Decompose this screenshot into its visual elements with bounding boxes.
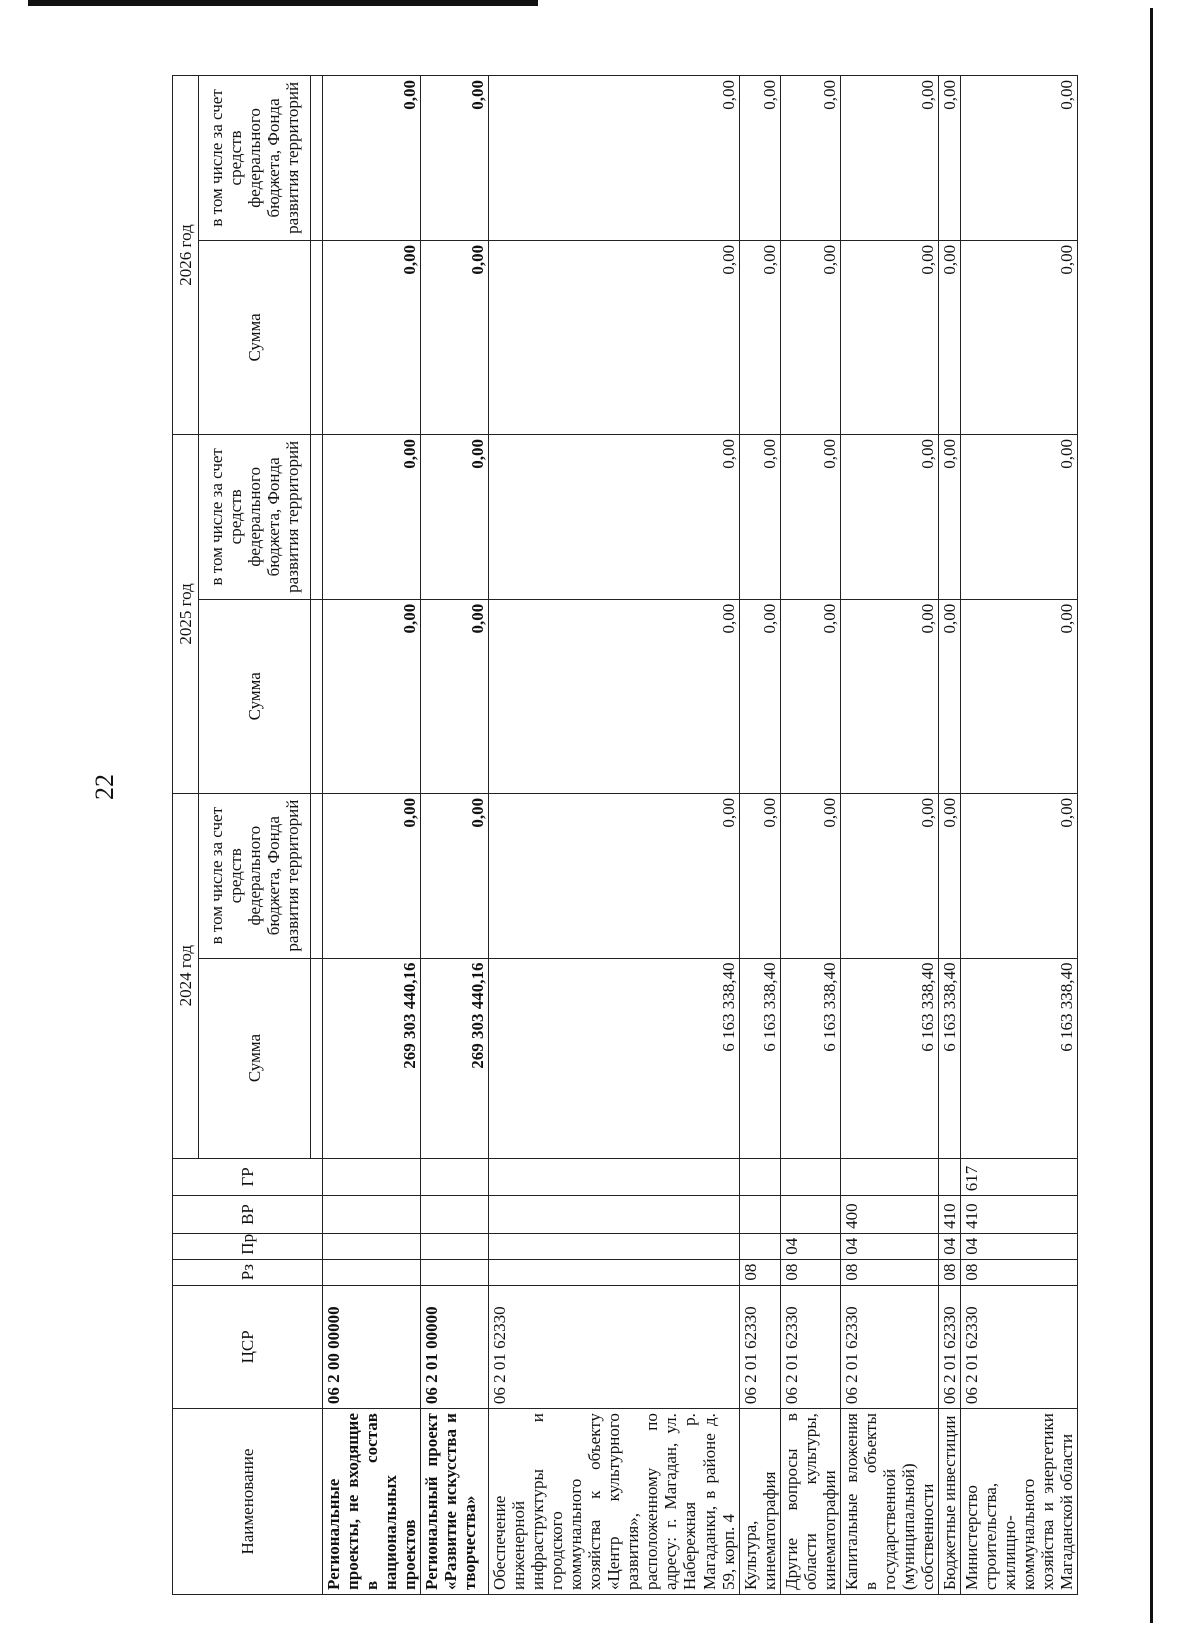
header-year-2024: 2024 год [173,793,199,1158]
row-sum-2026: 0,00 [421,240,489,434]
row-csr: 06 2 01 00000 [421,1285,489,1409]
row-name: Министерство строительства, жилищно-коммунального хозяйства и энергетики Магаданской области [960,1409,1077,1595]
row-gr [739,1158,780,1196]
header-federal-2025: в том числе за счет средств федерального бюджета, Фонда развития территорий [199,434,311,599]
row-csr: 06 2 01 62330 [960,1285,1077,1409]
header-pr: Пр [173,1233,323,1259]
row-sum-2025: 0,00 [323,599,421,793]
page-number: 22 [90,774,119,800]
row-csr: 06 2 00 00000 [323,1285,421,1409]
table-body [323,76,1078,1595]
row-csr: 06 2 01 62330 [938,1285,960,1409]
row-csr: 06 2 01 62330 [739,1285,780,1409]
row-sum-2024: 6 163 338,40 [489,958,739,1158]
row-pr [421,1233,489,1259]
row-federal-2025: 0,00 [421,434,489,599]
row-sum-2024: 269 303 440,16 [323,958,421,1158]
row-name: Другие вопросы в области культуры, кинематографии [780,1409,840,1595]
header-gr: ГР [173,1158,323,1196]
row-gr [780,1158,840,1196]
header-sum-2025: Сумма [199,599,311,793]
header-csr: ЦСР [173,1285,323,1409]
row-federal-2024: 0,00 [489,793,739,958]
row-name: Обеспечение инженерной инфраструктуры и городского коммунального хозяйства к объекту «Центр культурного развития», расположенному по адресу: г. Магадан, ул. Набережная р. Магаданки, в районе д. 59, корп. 4 [489,1409,739,1595]
row-federal-2024: 0,00 [780,793,840,958]
row-sum-2026: 0,00 [938,240,960,434]
row-sum-2024: 6 163 338,40 [780,958,840,1158]
row-federal-2024: 0,00 [840,793,938,958]
row-federal-2025: 0,00 [938,434,960,599]
row-rz: 08 [739,1259,780,1285]
header-federal-2026: в том числе за счет средств федерального бюджета, Фонда развития территорий [199,76,311,241]
row-federal-2026: 0,00 [323,76,421,241]
table-row [780,76,840,1595]
top-scan-bar [28,0,538,6]
row-name: Культура, кинематография [739,1409,780,1595]
row-gr [421,1158,489,1196]
row-name: Региональные проекты, не входящие в состав национальных проектов [323,1409,421,1595]
row-federal-2026: 0,00 [938,76,960,241]
row-federal-2025: 0,00 [960,434,1077,599]
row-sum-2025: 0,00 [960,599,1077,793]
row-rz [421,1259,489,1285]
row-rz [323,1259,421,1285]
row-sum-2025: 0,00 [421,599,489,793]
table-row [489,76,739,1595]
row-federal-2024: 0,00 [323,793,421,958]
row-federal-2025: 0,00 [840,434,938,599]
row-federal-2025: 0,00 [780,434,840,599]
row-federal-2026: 0,00 [780,76,840,241]
row-federal-2024: 0,00 [421,793,489,958]
header-name: Наименование [173,1409,323,1595]
row-pr [489,1233,739,1259]
table-row [960,76,1077,1595]
row-gr [489,1158,739,1196]
row-federal-2026: 0,00 [960,76,1077,241]
table-header [173,76,323,1595]
row-pr: 04 [938,1233,960,1259]
rotated-table-wrapper [172,75,1132,1595]
row-rz: 08 [840,1259,938,1285]
table-row [938,76,960,1595]
row-vr [489,1196,739,1234]
table-row [840,76,938,1595]
row-vr: 410 [938,1196,960,1234]
row-name: Капитальные вложения в объекты государственной (муниципальной) собственности [840,1409,938,1595]
row-sum-2024: 6 163 338,40 [938,958,960,1158]
row-federal-2024: 0,00 [960,793,1077,958]
row-vr: 410 [960,1196,1077,1234]
header-year-2025: 2025 год [173,434,199,793]
row-sum-2024: 6 163 338,40 [739,958,780,1158]
row-federal-2026: 0,00 [840,76,938,241]
header-vr: ВР [173,1196,323,1234]
row-vr [739,1196,780,1234]
row-rz [489,1259,739,1285]
row-pr [739,1233,780,1259]
row-sum-2026: 0,00 [960,240,1077,434]
row-sum-2025: 0,00 [739,599,780,793]
header-rz: Рз [173,1259,323,1285]
row-sum-2026: 0,00 [739,240,780,434]
row-csr: 06 2 01 62330 [489,1285,739,1409]
row-name: Бюджетные инвестиции [938,1409,960,1595]
table-row [323,76,421,1595]
row-gr [323,1158,421,1196]
row-gr [938,1158,960,1196]
row-pr: 04 [960,1233,1077,1259]
row-sum-2025: 0,00 [780,599,840,793]
row-federal-2025: 0,00 [489,434,739,599]
row-sum-2024: 6 163 338,40 [960,958,1077,1158]
row-gr: 617 [960,1158,1077,1196]
row-pr: 04 [840,1233,938,1259]
row-vr [421,1196,489,1234]
row-federal-2025: 0,00 [739,434,780,599]
row-rz: 08 [780,1259,840,1285]
right-scan-line [1150,8,1153,1623]
row-sum-2026: 0,00 [840,240,938,434]
row-federal-2024: 0,00 [938,793,960,958]
row-csr: 06 2 01 62330 [840,1285,938,1409]
row-pr: 04 [780,1233,840,1259]
row-sum-2024: 269 303 440,16 [421,958,489,1158]
row-gr [840,1158,938,1196]
row-vr: 400 [840,1196,938,1234]
row-federal-2026: 0,00 [739,76,780,241]
row-federal-2026: 0,00 [421,76,489,241]
row-vr [780,1196,840,1234]
table-row [421,76,489,1595]
row-rz: 08 [938,1259,960,1285]
row-federal-2026: 0,00 [489,76,739,241]
row-vr [323,1196,421,1234]
row-csr: 06 2 01 62330 [780,1285,840,1409]
row-sum-2026: 0,00 [780,240,840,434]
row-name: Региональный проект «Развитие искусства и творчества» [421,1409,489,1595]
budget-table [172,75,1078,1595]
header-sum-2026: Сумма [199,240,311,434]
row-federal-2024: 0,00 [739,793,780,958]
header-sum-2024: Сумма [199,958,311,1158]
header-federal-2024: в том числе за счет средств федерального бюджета, Фонда развития территорий [199,793,311,958]
row-sum-2025: 0,00 [938,599,960,793]
row-sum-2025: 0,00 [840,599,938,793]
row-rz: 08 [960,1259,1077,1285]
header-year-2026: 2026 год [173,76,199,435]
row-federal-2025: 0,00 [323,434,421,599]
row-pr [323,1233,421,1259]
row-sum-2024: 6 163 338,40 [840,958,938,1158]
table-row [739,76,780,1595]
row-sum-2026: 0,00 [323,240,421,434]
row-sum-2026: 0,00 [489,240,739,434]
row-sum-2025: 0,00 [489,599,739,793]
